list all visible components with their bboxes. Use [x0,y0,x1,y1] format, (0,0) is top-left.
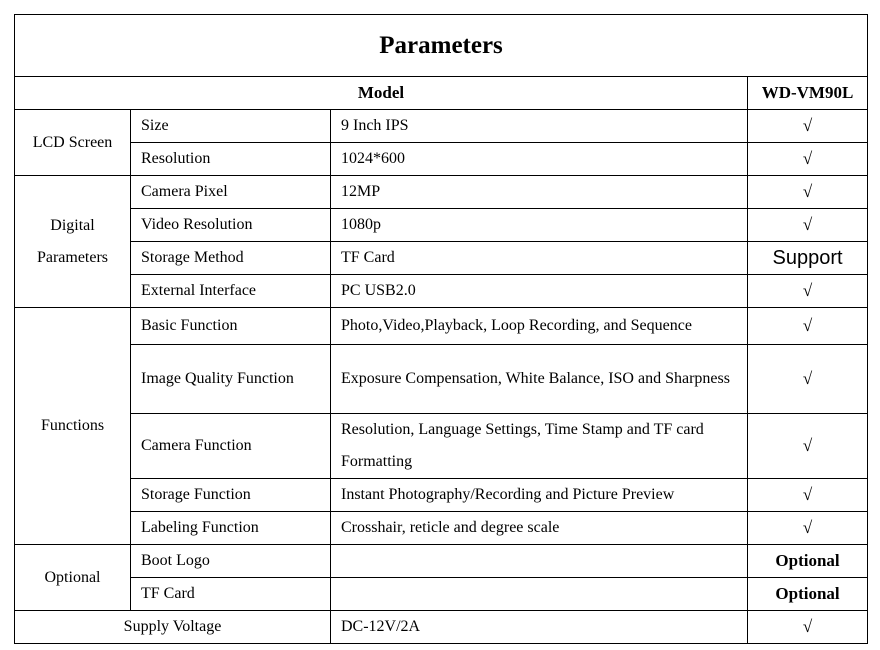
param-spec: 9 Inch IPS [331,110,748,143]
param-value: Support [748,242,868,275]
param-name: Storage Function [131,479,331,512]
table-row [15,308,868,345]
param-name: Boot Logo [131,545,331,578]
param-name: Camera Function [131,414,331,479]
param-value: √ [748,143,868,176]
category-cell [15,176,131,308]
param-spec: 1080p [331,209,748,242]
param-name: Labeling Function [131,512,331,545]
param-spec: Photo,Video,Playback, Loop Recording, and Sequence [331,308,748,345]
param-name: Image Quality Function [131,345,331,414]
param-name: Size [131,110,331,143]
param-spec: TF Card [331,242,748,275]
param-value: √ [748,479,868,512]
param-value: Optional [748,545,868,578]
param-value: √ [748,308,868,345]
param-value: √ [748,209,868,242]
param-value: √ [748,275,868,308]
param-spec: Crosshair, reticle and degree scale [331,512,748,545]
category-cell [15,308,131,545]
param-value: Optional [748,578,868,611]
model-label: Model [15,77,748,110]
category-label: LCD Screen [32,133,113,151]
param-spec: Resolution, Language Settings, Time Stamp and TF card Formatting [331,414,748,479]
table-row [15,545,868,578]
category-label-line1: Digital [50,216,95,234]
table-title: Parameters [15,15,868,77]
param-spec: PC USB2.0 [331,275,748,308]
category-cell [15,545,131,611]
param-name: Video Resolution [131,209,331,242]
param-name: TF Card [131,578,331,611]
table-row [15,611,868,644]
table-row [15,414,868,479]
category-label-line2: Parameters [36,248,109,266]
param-spec [331,578,748,611]
table-row [15,176,868,209]
table-row [15,578,868,611]
param-value: √ [748,512,868,545]
param-spec [331,545,748,578]
param-name: External Interface [131,275,331,308]
table-row [15,110,868,143]
parameters-table [14,14,868,644]
param-value: √ [748,414,868,479]
table-row [15,209,868,242]
param-name: Supply Voltage [15,611,331,644]
param-name: Resolution [131,143,331,176]
table-row [15,242,868,275]
param-spec: 1024*600 [331,143,748,176]
param-value: √ [748,110,868,143]
param-name: Camera Pixel [131,176,331,209]
table-row [15,275,868,308]
model-value: WD-VM90L [748,77,868,110]
param-spec: DC-12V/2A [331,611,748,644]
category-label: Functions [40,417,105,434]
category-label: Optional [44,568,101,586]
param-spec: Exposure Compensation, White Balance, ISO and Sharpness [331,345,748,414]
param-value: √ [748,345,868,414]
param-value: √ [748,611,868,644]
category-cell [15,110,131,176]
table-row [15,143,868,176]
table-row [15,512,868,545]
param-name: Storage Method [131,242,331,275]
title-row [15,15,868,77]
param-value: √ [748,176,868,209]
table-row [15,345,868,414]
param-name: Basic Function [131,308,331,345]
param-spec: 12MP [331,176,748,209]
model-header-row [15,77,868,110]
table-row [15,479,868,512]
param-spec: Instant Photography/Recording and Picture Preview [331,479,748,512]
